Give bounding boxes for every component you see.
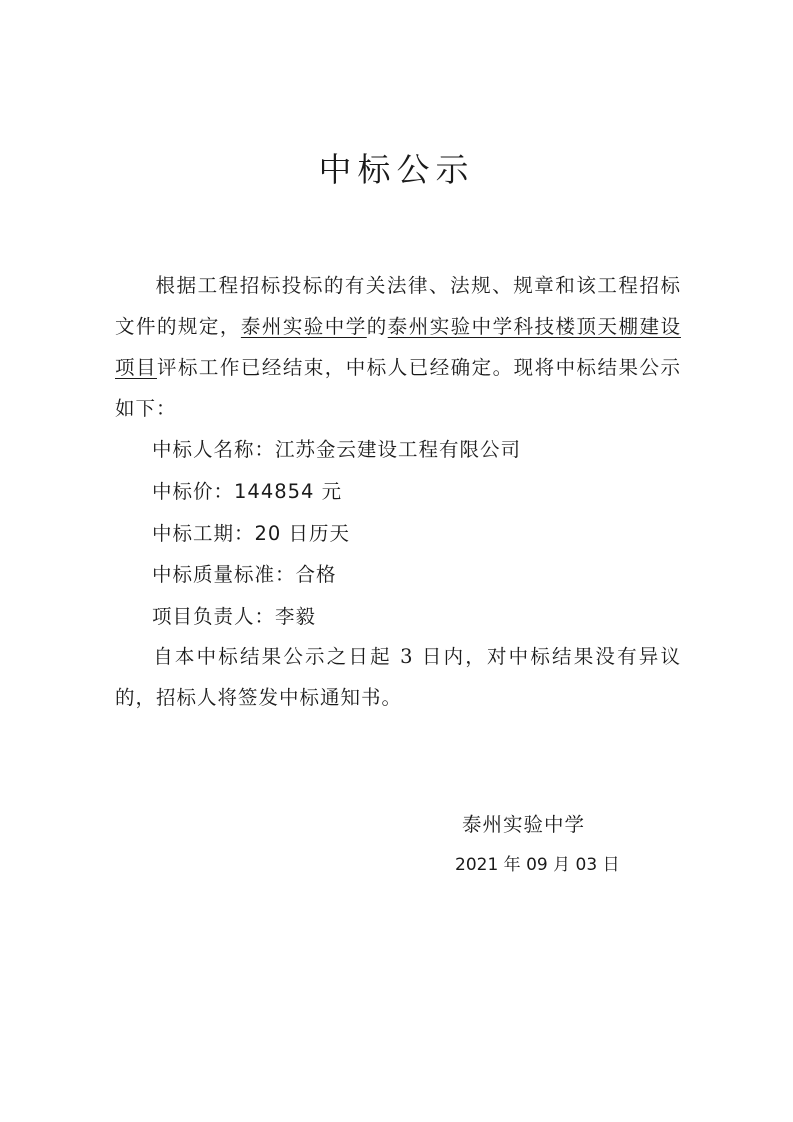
intro-text-1: 根据工程招标投标的有关法律、法规、规章和该工程招标文件的规定， — [115, 274, 681, 338]
manager-label: 项目负责人： — [152, 605, 276, 628]
period-value: 20 — [254, 522, 282, 545]
date-year-unit: 年 — [498, 855, 527, 875]
quality-value: 合格 — [295, 563, 337, 586]
tenderer-name: 泰州实验中学 — [240, 315, 367, 338]
date-month: 09 — [526, 855, 548, 875]
quality-label: 中标质量标准： — [152, 563, 296, 586]
winner-line — [152, 429, 521, 470]
intro-text-2: 的 — [366, 315, 388, 338]
intro-paragraph — [115, 265, 681, 429]
manager-line — [152, 596, 316, 637]
price-line — [152, 471, 342, 512]
price-label: 中标价： — [152, 480, 235, 503]
period-line — [152, 513, 350, 554]
closing-paragraph — [115, 636, 681, 718]
date-day-unit: 日 — [597, 855, 620, 875]
price-unit: 元 — [314, 480, 343, 503]
issuer-signature: 泰州实验中学 — [462, 813, 586, 836]
period-label: 中标工期： — [152, 522, 255, 545]
date-month-unit: 月 — [547, 855, 576, 875]
closing-text: 自本中标结果公示之日起 3 日内，对中标结果没有异议的，招标人将签发中标通知书。 — [115, 645, 681, 709]
intro-text-3: 评标工作已经结束，中标人已经确定。现将中标结果公示如下： — [115, 356, 681, 420]
winner-value: 江苏金云建设工程有限公司 — [275, 438, 522, 461]
quality-line — [152, 554, 337, 595]
period-unit: 日历天 — [281, 522, 351, 545]
date-year: 2021 — [455, 855, 499, 875]
page-title: 中标公示 — [318, 150, 475, 189]
date-day: 03 — [575, 855, 598, 875]
winner-label: 中标人名称： — [152, 438, 276, 461]
issue-date — [455, 847, 620, 883]
price-value: 144854 — [234, 480, 315, 503]
project-name: 泰州实验中学科技楼顶天棚建设项目 — [115, 315, 681, 379]
manager-value: 李毅 — [275, 605, 317, 628]
